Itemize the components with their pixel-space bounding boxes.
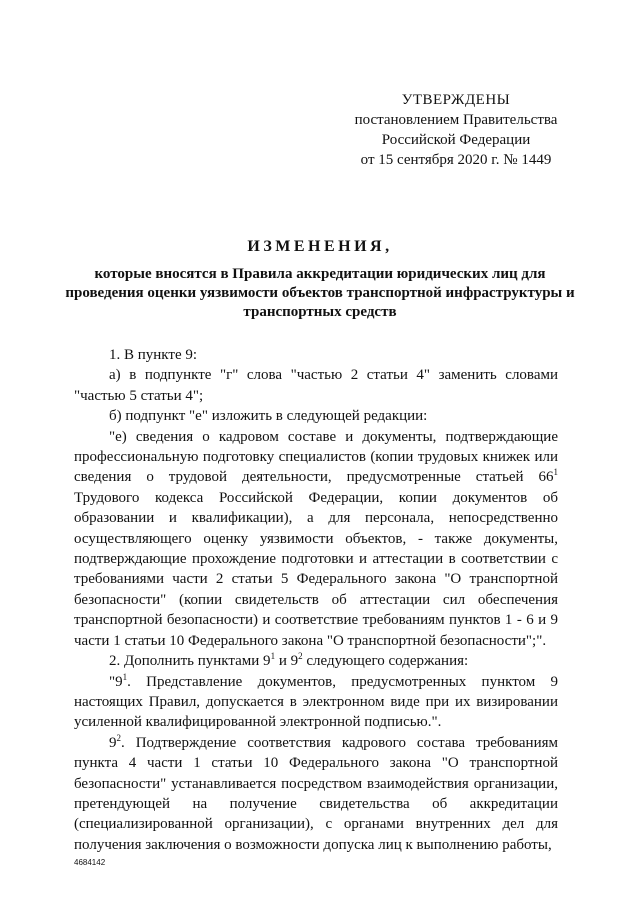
document-title: ИЗМЕНЕНИЯ, (247, 238, 393, 255)
document-number-footer: 4684142 (74, 858, 106, 867)
paragraph-9-1-superscript: 1 (122, 671, 128, 682)
paragraph-9-1 (74, 672, 558, 733)
paragraph-2-superscript-1: 1 (270, 651, 276, 662)
paragraph-9-2-text-2: . Подтверждение соответствия кадрового состава требованиям пункта 4 части 1 статьи 10 Федерального закона "О транспортной безопасности" устанавливается посредством взаимодействия организации, претендующей на получение свидетельства об аккредитации (специализированной организации), с органами внутренних дел для получения заключения о возможности допуска лиц к выполнению работы, (74, 734, 558, 853)
approval-line-1: постановлением Правительства (354, 112, 558, 128)
document-subtitle: которые вносятся в Правила аккредитации юридических лиц для проведения оценки уязвимости объектов транспортной инфраструктуры и транспортных средств (65, 266, 575, 320)
paragraph-1: 1. В пункте 9: (109, 347, 198, 363)
paragraph-9-1-text-1: "9 (109, 673, 123, 690)
paragraph-9-1-text-2: . Представление документов, предусмотренных пунктом 9 настоящих Правил, допускается в электронном виде при их визировании усиленной квалифицированной электронной подписью.". (74, 673, 558, 731)
paragraph-1e-text-2: Трудового кодекса Российской Федерации, копии документов об образовании и квалификации), а для персонала, непосредственно осуществляющего оценку уязвимости объектов, - также документы, подтверждающие прохождение подготовки и аттестации в соответствии с требованиями части 2 статьи 5 Федерального закона "О транспортной безопасности" (копии свидетельств об аттестации сил обеспечения транспортной безопасности) и соответствие требованиям пунктов 1 - 6 и 9 части 1 статьи 10 Федерального закона "О транспортной безопасности";". (74, 489, 558, 649)
paragraph-2-superscript-2: 2 (298, 651, 303, 662)
approval-line-2: Российской Федерации (381, 132, 531, 148)
paragraph-9-2-superscript: 2 (116, 732, 121, 743)
document-body (74, 345, 558, 855)
paragraph-1e-superscript: 1 (553, 467, 558, 478)
paragraph-1b: б) подпункт "е" изложить в следующей редакции: (109, 408, 428, 425)
approval-heading: УТВЕРЖДЕНЫ (401, 92, 511, 108)
paragraph-1e-text-1: "е) сведения о кадровом составе и документы, подтверждающие профессиональную подготовку специалистов (копии трудовых книжек или сведения о трудовой деятельности, предусмотренные статьей 66 (74, 428, 558, 486)
paragraph-2-text-2: и 9 (275, 653, 299, 670)
paragraph-1e (74, 427, 558, 651)
approval-block (340, 90, 572, 170)
approval-line-3: от 15 сентября 2020 г. № 1449 (360, 152, 552, 168)
paragraph-9-2 (74, 733, 558, 855)
paragraph-2-text-1: 2. Дополнить пунктами 9 (109, 653, 271, 670)
paragraph-9-2-text-1: 9 (109, 734, 117, 751)
paragraph-2 (74, 651, 558, 671)
paragraph-2-text-3: следующего содержания: (302, 653, 469, 670)
paragraph-1a: а) в подпункте "г" слова "частью 2 статьи 4" заменить словами "частью 5 статьи 4"; (74, 367, 558, 404)
